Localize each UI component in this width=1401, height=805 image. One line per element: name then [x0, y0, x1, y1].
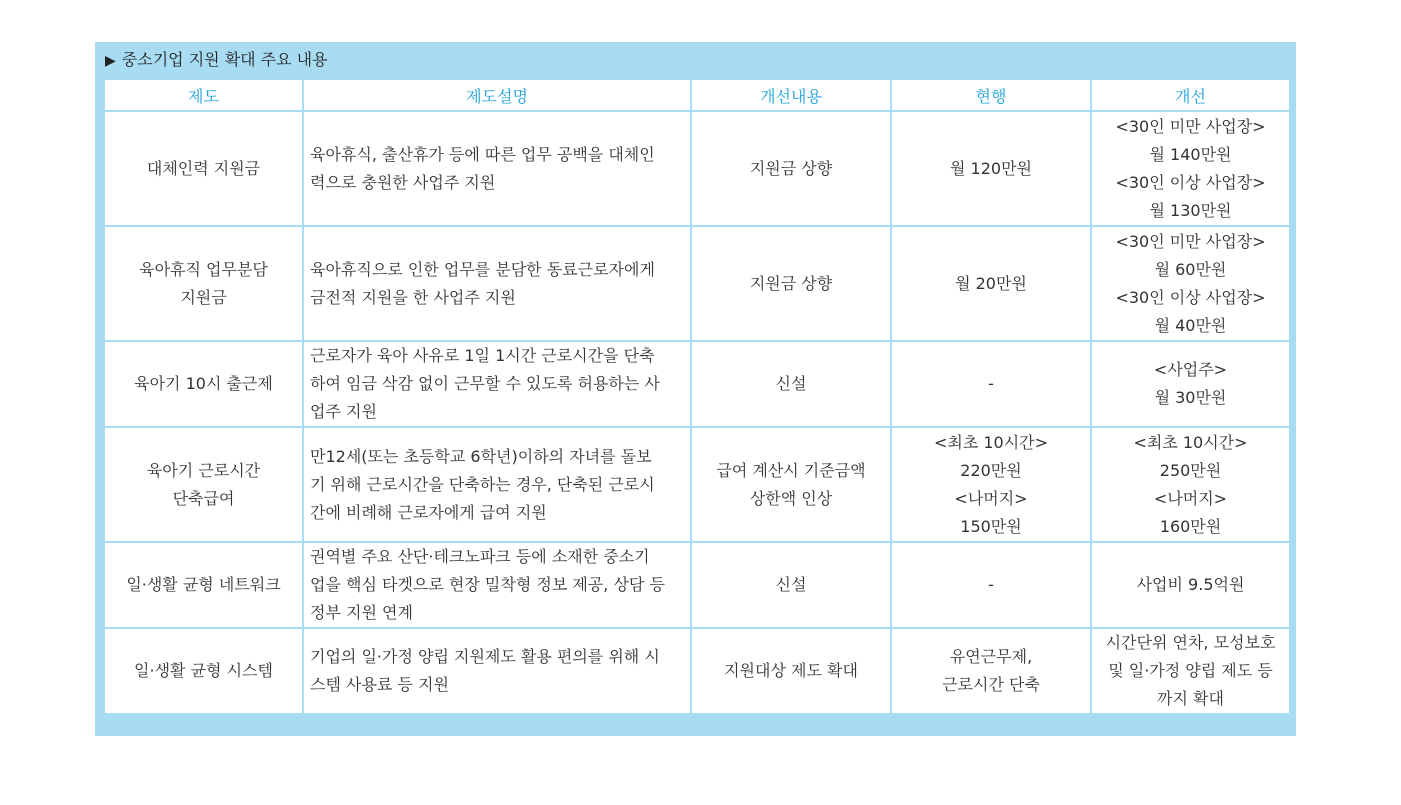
cell-text-line: <30인 이상 사업장> — [1115, 172, 1266, 192]
cell-text-line: 사업비 9.5억원 — [1136, 575, 1245, 594]
cell-text-line: 신설 — [775, 575, 807, 594]
panel-title-text: 중소기업 지원 확대 주요 내용 — [121, 50, 328, 69]
header-improvement: 개선내용 — [692, 80, 890, 110]
cell-description — [304, 543, 690, 627]
cell-text-line: 기 위해 근로시간을 단축하는 경우, 단축된 근로시 — [310, 474, 655, 494]
cell-current — [892, 629, 1090, 713]
cell-text-line: 월 40만원 — [1154, 315, 1227, 335]
cell-text-line: 육아휴직 업무분담 — [139, 259, 268, 279]
info-panel — [95, 42, 1296, 736]
cell-improved — [1092, 227, 1289, 340]
table-body — [105, 112, 1289, 713]
cell-improved — [1092, 342, 1289, 426]
cell-improved — [1092, 543, 1289, 627]
cell-improvement — [692, 543, 890, 627]
cell-text-line: 급여 계산시 기준금액 — [716, 460, 866, 480]
cell-text-line: 금전적 지원을 한 사업주 지원 — [310, 287, 516, 307]
table-row — [105, 629, 1289, 713]
cell-text-line: 220만원 — [960, 460, 1022, 480]
cell-improvement — [692, 227, 890, 340]
cell-text-line: 업을 핵심 타겟으로 현장 밀착형 정보 제공, 상담 등 — [310, 575, 665, 594]
table-row — [105, 112, 1289, 225]
cell-current — [892, 227, 1090, 340]
cell-text-line: 월 60만원 — [1154, 259, 1227, 279]
cell-description — [304, 227, 690, 340]
cell-text-line: <최초 10시간> — [933, 432, 1049, 452]
panel-title — [105, 48, 328, 72]
cell-text-line: 스템 사용료 등 지원 — [310, 675, 449, 694]
table-row — [105, 342, 1289, 426]
support-table — [103, 78, 1291, 715]
cell-improvement — [692, 629, 890, 713]
cell-text-line: 유연근무제, — [949, 647, 1033, 666]
cell-description — [304, 428, 690, 541]
cell-text-line: <30인 이상 사업장> — [1115, 287, 1266, 307]
cell-system — [105, 112, 302, 225]
cell-description — [304, 629, 690, 713]
cell-text-line: 지원금 상향 — [749, 273, 833, 293]
cell-text-line: 시간단위 연차, 모성보호 — [1105, 633, 1276, 652]
cell-text-line: 육아휴식, 출산휴가 등에 따른 업무 공백을 대체인 — [310, 144, 655, 164]
cell-text-line: 력으로 충원한 사업주 지원 — [310, 172, 496, 192]
cell-text-line: - — [988, 575, 994, 594]
cell-description — [304, 342, 690, 426]
header-description: 제도설명 — [304, 80, 690, 110]
cell-text-line: 월 30만원 — [1154, 388, 1227, 407]
triangle-right-icon: ▶ — [105, 53, 116, 69]
cell-text-line: 근로자가 육아 사유로 1일 1시간 근로시간을 단축 — [310, 346, 655, 365]
cell-text-line: 간에 비례해 근로자에게 급여 지원 — [310, 502, 547, 522]
cell-improved — [1092, 629, 1289, 713]
cell-text-line: 근로시간 단축 — [942, 675, 1040, 694]
cell-text-line: 까지 확대 — [1157, 689, 1224, 708]
cell-current — [892, 112, 1090, 225]
cell-system — [105, 428, 302, 541]
cell-text-line: 신설 — [775, 374, 807, 393]
table-row — [105, 543, 1289, 627]
table-header-row — [105, 80, 1289, 110]
cell-text-line: 육아기 근로시간 — [146, 460, 261, 480]
cell-text-line: 및 일·가정 양립 제도 등 — [1108, 661, 1273, 680]
cell-text-line: 월 20만원 — [955, 273, 1027, 293]
cell-improvement — [692, 428, 890, 541]
cell-improvement — [692, 112, 890, 225]
cell-text-line: 지원금 — [180, 287, 227, 307]
cell-improvement — [692, 342, 890, 426]
cell-text-line: 상한액 인상 — [749, 488, 833, 508]
cell-text-line: 150만원 — [960, 516, 1022, 536]
cell-text-line: 만12세(또는 초등학교 6학년)이하의 자녀를 돌보 — [310, 446, 652, 466]
cell-text-line: 육아기 10시 출근제 — [134, 374, 273, 393]
table-row — [105, 227, 1289, 340]
cell-current — [892, 428, 1090, 541]
cell-improved — [1092, 112, 1289, 225]
cell-system — [105, 629, 302, 713]
cell-text-line: <나머지> — [1153, 488, 1228, 508]
cell-text-line: 하여 임금 삭감 없이 근무할 수 있도록 허용하는 사 — [310, 374, 660, 393]
cell-text-line: <최초 10시간> — [1133, 432, 1248, 452]
cell-text-line: <나머지> — [954, 488, 1028, 508]
cell-text-line: 대체인력 지원금 — [146, 158, 261, 178]
cell-improved — [1092, 428, 1289, 541]
cell-text-line: 정부 지원 연계 — [310, 603, 413, 622]
cell-text-line: 업주 지원 — [310, 402, 377, 421]
cell-text-line: 기업의 일·가정 양립 지원제도 활용 편의를 위해 시 — [310, 647, 660, 666]
cell-system — [105, 227, 302, 340]
cell-description — [304, 112, 690, 225]
cell-text-line: - — [988, 374, 994, 393]
cell-text-line: 단축급여 — [172, 488, 235, 508]
cell-text-line: <사업주> — [1153, 360, 1228, 379]
cell-text-line: 월 130만원 — [1149, 200, 1232, 220]
table-row — [105, 428, 1289, 541]
cell-text-line: 지원금 상향 — [749, 158, 833, 178]
cell-text-line: <30인 미만 사업장> — [1115, 231, 1266, 251]
cell-system — [105, 342, 302, 426]
cell-text-line: 일·생활 균형 네트워크 — [126, 575, 281, 594]
cell-text-line: 250만원 — [1159, 460, 1222, 480]
cell-text-line: 160만원 — [1159, 516, 1222, 536]
header-improved: 개선 — [1092, 80, 1289, 110]
cell-text-line: 월 140만원 — [1149, 144, 1232, 164]
header-system: 제도 — [105, 80, 302, 110]
cell-text-line: 권역별 주요 산단·테크노파크 등에 소재한 중소기 — [310, 547, 650, 566]
cell-text-line: 일·생활 균형 시스템 — [134, 661, 273, 680]
cell-current — [892, 543, 1090, 627]
cell-text-line: 월 120만원 — [950, 158, 1032, 178]
header-current: 현행 — [892, 80, 1090, 110]
cell-text-line: 지원대상 제도 확대 — [724, 661, 858, 680]
cell-text-line: 육아휴직으로 인한 업무를 분담한 동료근로자에게 — [310, 259, 655, 279]
cell-text-line: <30인 미만 사업장> — [1115, 116, 1266, 136]
cell-current — [892, 342, 1090, 426]
cell-system — [105, 543, 302, 627]
